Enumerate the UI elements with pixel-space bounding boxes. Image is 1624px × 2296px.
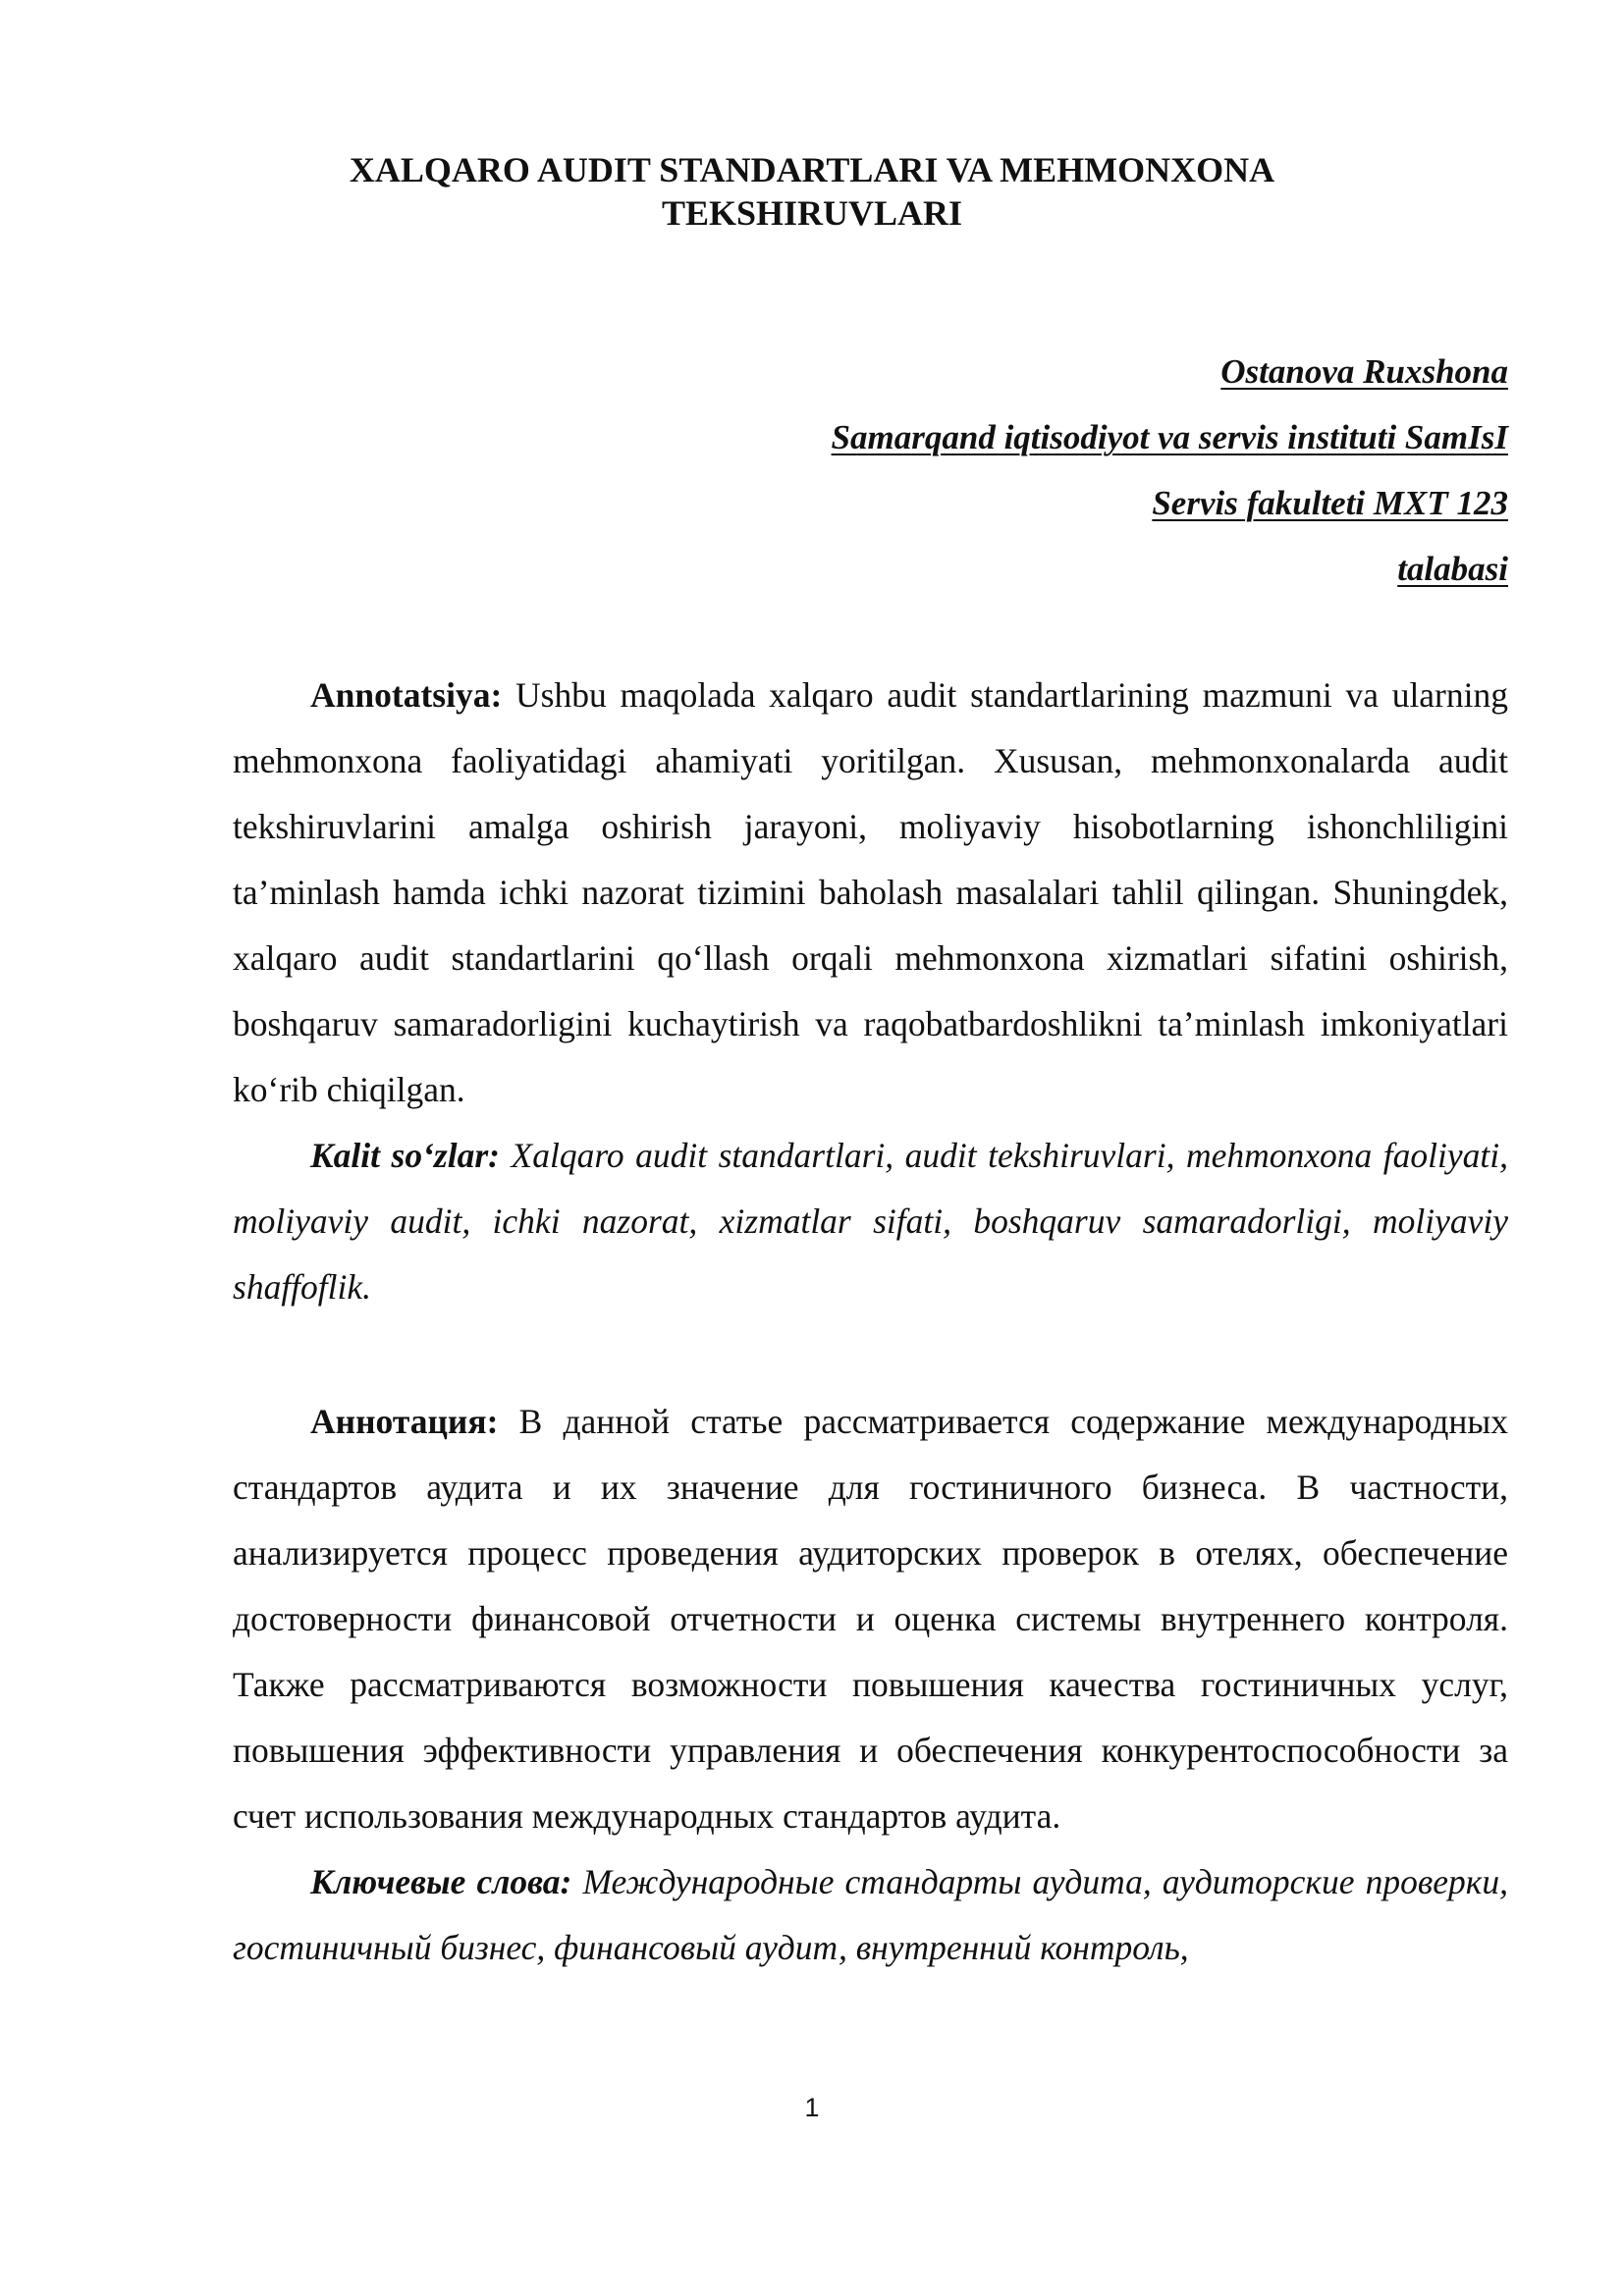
keywords-ru-label: Ключевые слова: bbox=[310, 1862, 572, 1901]
keywords-ru-text: Международные стандарты аудита, аудиторские проверки, гостиничный бизнес, финансовый аудит, внутренний контроль, bbox=[233, 1862, 1509, 1967]
abstract-uz-label: Annotatsiya: bbox=[310, 675, 503, 715]
abstract-ru bbox=[233, 1389, 1508, 1849]
author-faculty: Servis fakulteti MXT 123 bbox=[1152, 484, 1508, 522]
abstract-uz-text: Ushbu maqolada xalqaro audit standartlarining mazmuni va ularning mehmonxona faoliyatidagi ahamiyati yoritilgan. Xususan, mehmonxonalarda audit tekshiruvlarini amalga oshirish jarayoni, moliyaviy hisobotlarning ishonchliligini ta’minlash hamda ichki nazorat tizimini baholash masalalari tahlil qilingan. Shuningdek, xalqaro audit standartlarini qo‘llash orqali mehmonxona xizmatlari sifatini oshirish, boshqaruv samaradorligini kuchaytirish va raqobatbardoshlikni ta’minlash imkoniyatlari ko‘rib chiqilgan. bbox=[233, 675, 1508, 1109]
title-line-2: TEKSHIRUVLARI bbox=[661, 192, 963, 233]
author-name: Ostanova Ruxshona bbox=[1220, 352, 1508, 391]
abstract-ru-text: В данной статье рассматривается содержание международных стандартов аудита и их значение для гостиничного бизнеса. В частности, анализируется процесс проведения аудиторских проверок в отелях, обеспечение достоверности финансовой отчетности и оценка системы внутреннего контроля. Также рассматриваются возможности повышения качества гостиничных услуг, повышения эффективности управления и обеспечения конкурентоспособности за счет использования международных стандартов аудита. bbox=[233, 1402, 1508, 1836]
author-block bbox=[832, 339, 1508, 602]
abstract-uz bbox=[233, 663, 1508, 1123]
keywords-uz bbox=[233, 1123, 1508, 1320]
keywords-ru bbox=[233, 1849, 1508, 1981]
abstract-ru-label: Аннотация: bbox=[310, 1402, 499, 1441]
title-line-1: XALQARO AUDIT STANDARTLARI VA MEHMONXONA bbox=[349, 150, 1275, 189]
keywords-uz-label: Kalit so‘zlar: bbox=[310, 1136, 500, 1175]
author-role: talabasi bbox=[1397, 550, 1508, 588]
uzbek-abstract-block bbox=[233, 663, 1508, 1320]
paper-title bbox=[233, 149, 1391, 236]
keywords-uz-text: Xalqaro audit standartlari, audit tekshiruvlari, mehmonxona faoliyati, moliyaviy audit, ichki nazorat, xizmatlar sifati, boshqaruv samaradorligi, moliyaviy shaffoflik. bbox=[233, 1136, 1508, 1307]
page-number: 1 bbox=[804, 2093, 820, 2122]
author-institute: Samarqand iqtisodiyot va servis instituti SamIsI bbox=[831, 418, 1508, 456]
russian-abstract-block bbox=[233, 1389, 1508, 1981]
